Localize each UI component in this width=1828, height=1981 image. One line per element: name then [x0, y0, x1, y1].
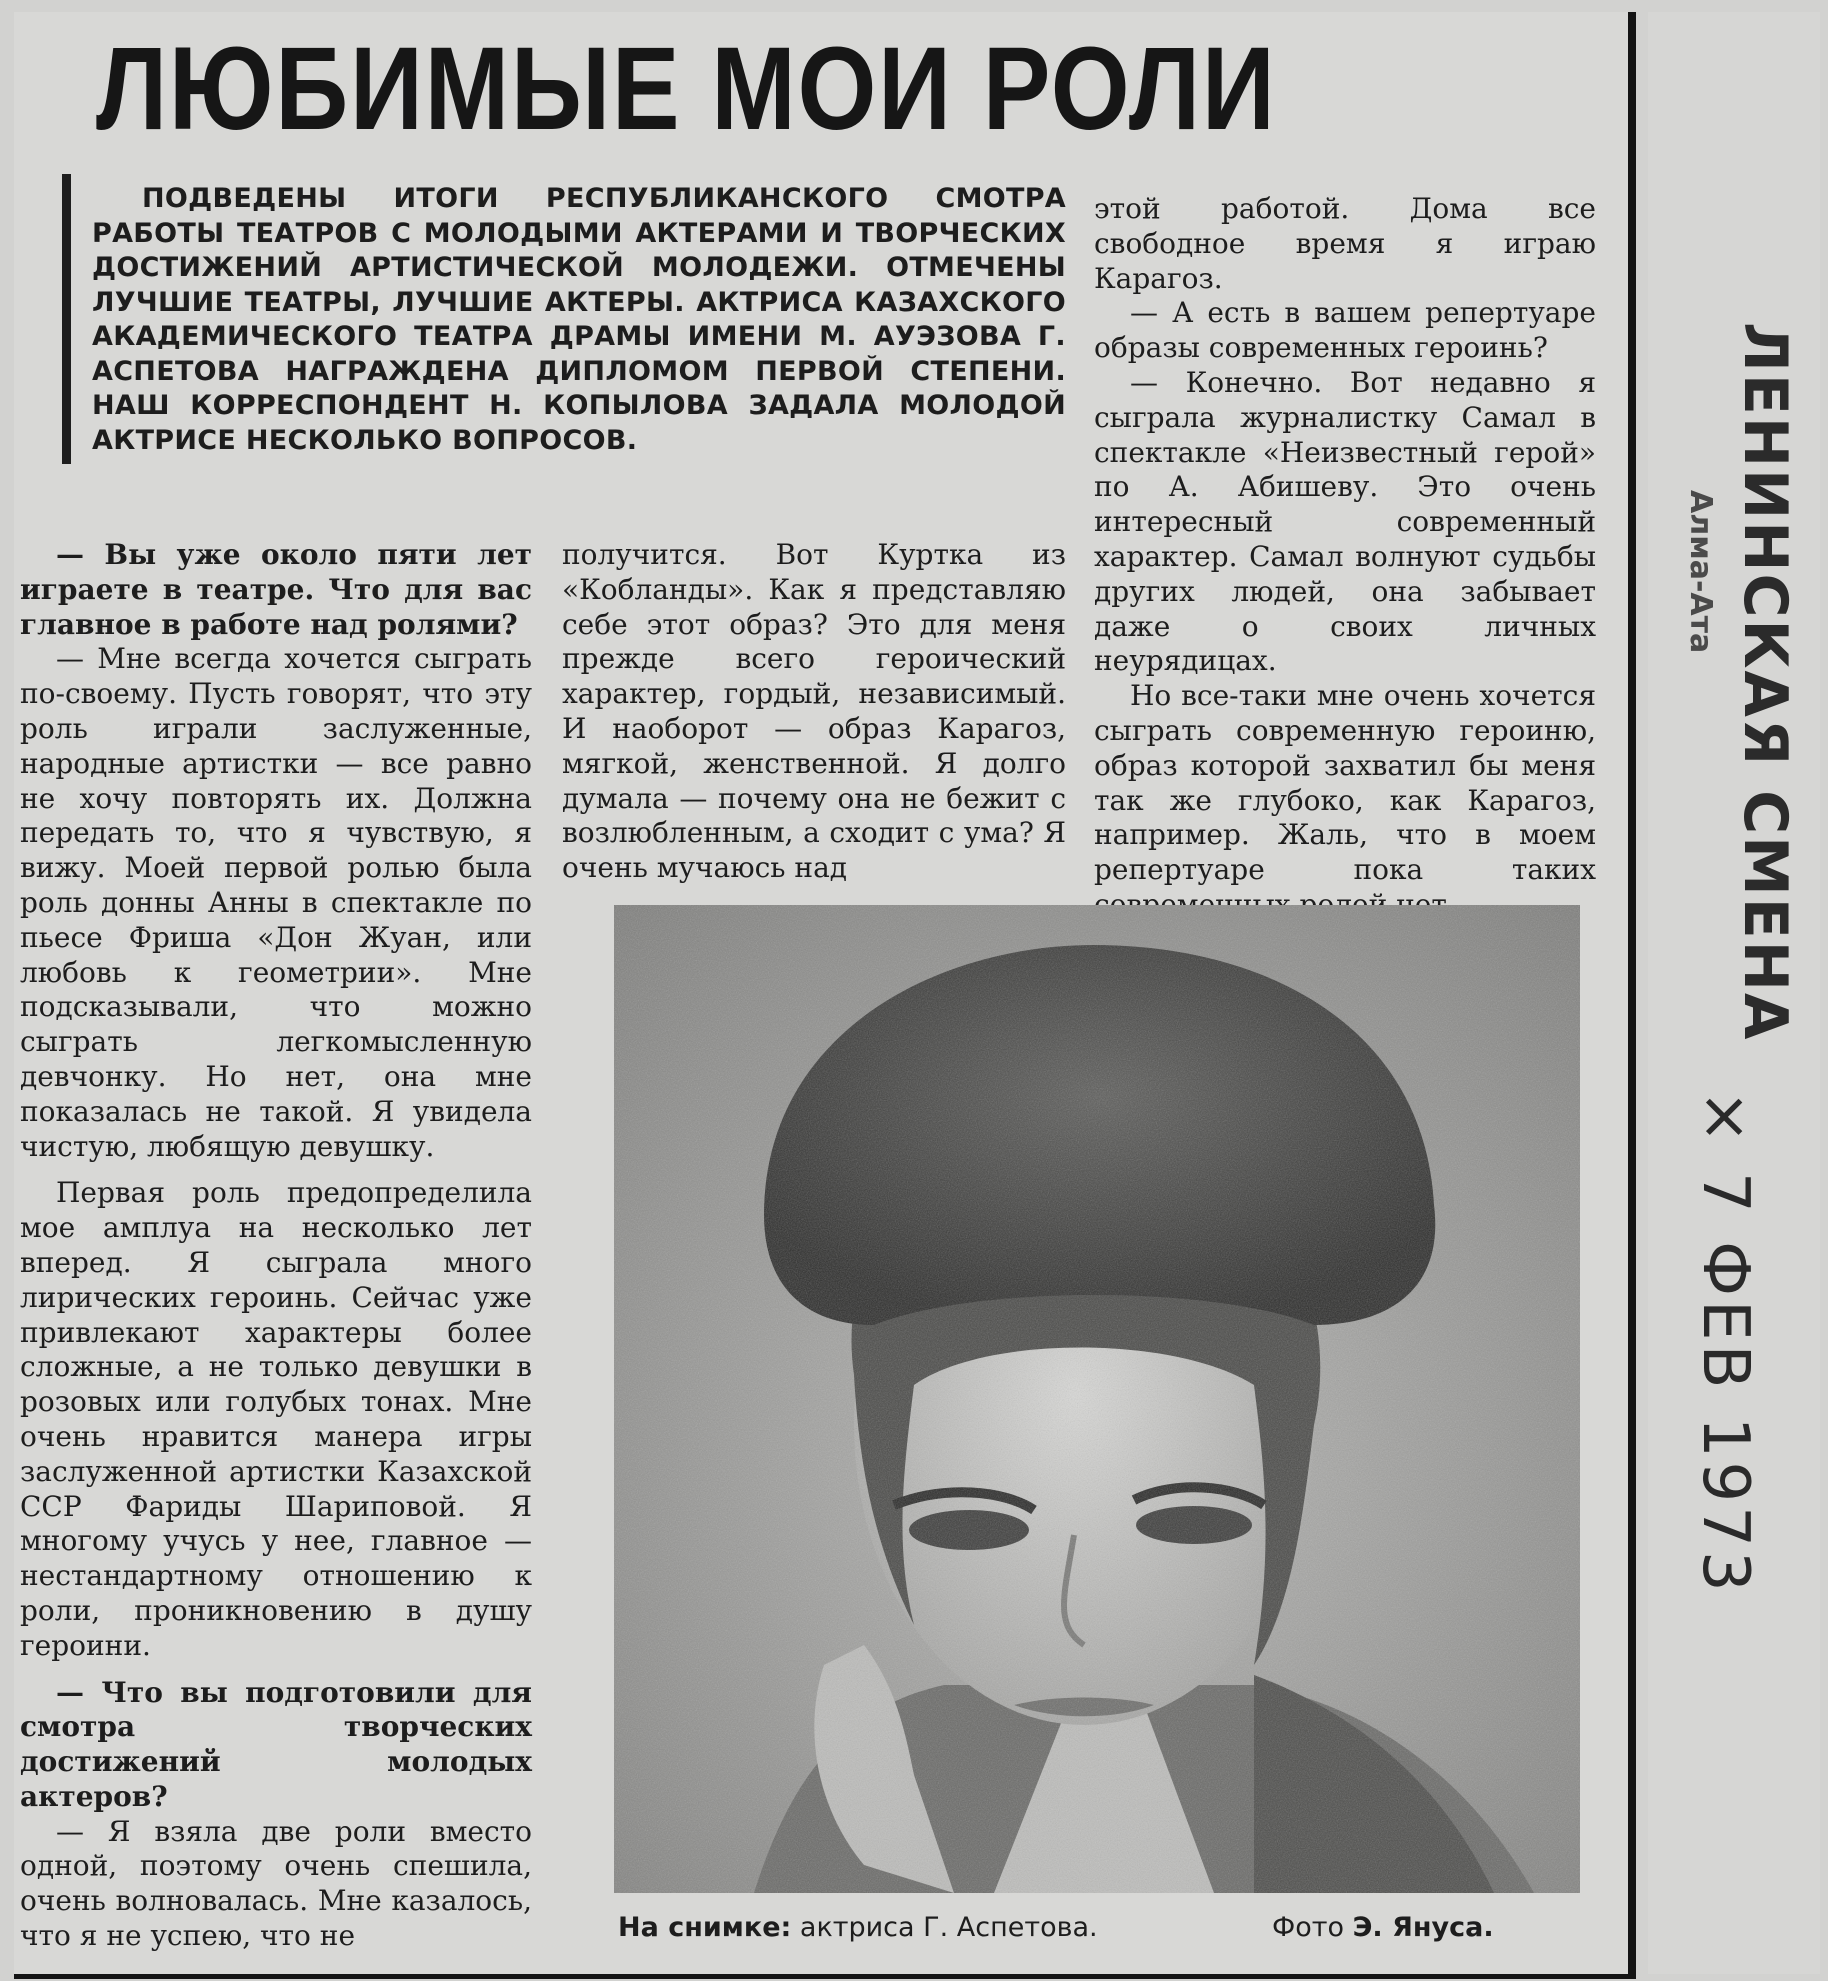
question-2: — Что вы подготовили для смотра творческих достижений молодых актеров? [20, 1675, 532, 1813]
lead-rule [62, 174, 71, 464]
article-headline: ЛЮБИМЫЕ МОИ РОЛИ [96, 23, 1277, 155]
caption-text: актриса Г. Аспетова. [791, 1912, 1098, 1943]
photo-caption [618, 1911, 1588, 1945]
photo-credit-label: Фото [1272, 1912, 1353, 1943]
question-1: — Вы уже около пяти лет играете в театре. Что для вас главное в работе над ролями? [20, 538, 532, 641]
answer-2-end: этой работой. Дома все свободное время я играю Карагоз. [1094, 192, 1596, 295]
column-2 [562, 538, 1066, 886]
caption-lead: На снимке: [618, 1912, 792, 1943]
column-1 [20, 538, 532, 1954]
city-stamp: Алма-Ата [1683, 490, 1718, 654]
question-3: — А есть в вашем репертуаре образы современных героинь? [1094, 296, 1596, 365]
answer-2: — Я взяла две роли вместо одной, поэтому очень спешила, очень волновалась. Мне казалось, что я не успею, что не [20, 1814, 532, 1953]
photo-credit [1272, 1911, 1494, 1945]
date-stamp: × 7 ФЕВ 1973 [1688, 1090, 1762, 1596]
answer-2-continued: получится. Вот Куртка из «Кобланды». Как я представляю себе этот образ? Это для меня прежде всего героический характер, гордый, независимый. И наоборот — образ Карагоз, мягкой, женственной. Я долго думала — почему она не бежит с возлюбленным, а сходит с ума? Я очень мучаюсь над [562, 538, 1066, 885]
answer-3: — Конечно. Вот недавно я сыграла журналистку Самал в спектакле «Неизвестный герой» по А. Абишеву. Это очень интересный современный характер. Самал волнуют судьбы других людей, она забывает даже о своих личных неурядицах. [1094, 365, 1596, 678]
answer-1-continued: Первая роль предопределила мое амплуа на несколько лет вперед. Я сыграла много лирических героинь. Сейчас уже привлекают характеры более сложные, а не только девушки в розовых или голубых тонах. Мне очень нравится манера игры заслуженной артистки Казахской ССР Фариды Шариповой. Я многому учусь у нее, главное — нестандартному отношению к роли, проникновению в душу героини. [20, 1176, 532, 1662]
answer-3-continued: Но все-таки мне очень хочется сыграть современную героиню, образ которой захватил бы меня так же глубоко, как Карагоз, например. Жаль, что в моем репертуаре пока таких [1094, 679, 1596, 887]
portrait-illustration [614, 905, 1580, 1893]
newspaper-masthead-stamp: ЛЕНИНСКАЯ СМЕНА [1730, 322, 1800, 1042]
actress-photo [614, 905, 1580, 1893]
photo-credit-name: Э. Януса. [1352, 1912, 1494, 1943]
column-3 [1094, 192, 1596, 923]
answer-1: — Мне всегда хочется сыграть по-своему. Пусть говорят, что эту роль играли заслуженные, народные артистки — все равно не хочу повторять их. Должна передать то, что я чувствую, я вижу. Моей первой ролью была роль донны Анны в спектакле по пьесе Фриша «Дон Жуан, или любовь к геометрии». Мне подсказывали, что можно сыграть легкомысленную девчонку. Но нет, она мне показалась не такой. Я увидела чистую, любящую девушку. [20, 642, 532, 1163]
article-lead: ПОДВЕДЕНЫ ИТОГИ РЕСПУБЛИКАНСКОГО СМОТРА РАБОТЫ ТЕАТРОВ С МОЛОДЫМИ АКТЕРАМИ И ТВОРЧЕСКИХ ДОСТИЖЕНИЙ АРТИСТИЧЕСКОЙ МОЛОДЕЖИ. ОТМЕЧЕНЫ ЛУЧШИЕ ТЕАТРЫ, ЛУЧШИЕ АКТЕРЫ. АКТРИСА КАЗАХСКОГО АКАДЕМИЧЕСКОГО ТЕАТРА ДРАМЫ ИМЕНИ М. АУЭЗОВА Г. АСПЕТОВА НАГРАЖДЕНА ДИПЛОМОМ ПЕРВОЙ СТЕПЕНИ. НАШ КОРРЕСПОНДЕНТ Н. КОПЫЛОВА ЗАДАЛА МОЛОДОЙ АКТРИСЕ НЕСКОЛЬКО ВОПРОСОВ. [92, 183, 1066, 456]
